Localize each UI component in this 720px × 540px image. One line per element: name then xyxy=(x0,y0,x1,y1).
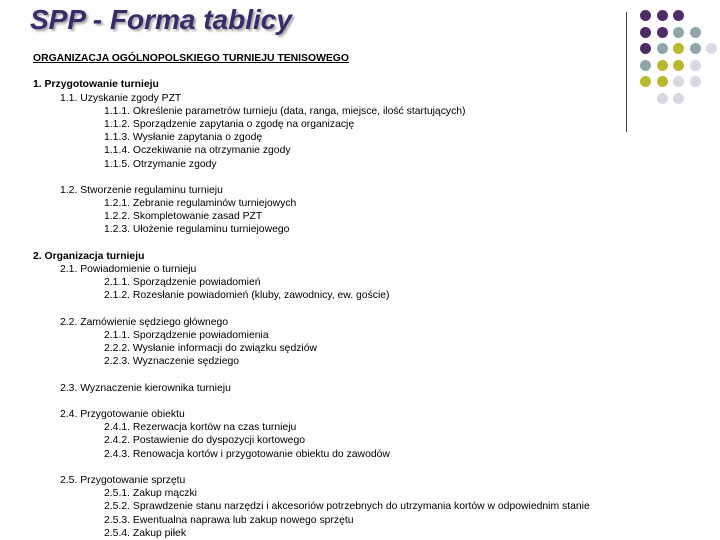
outline-task: 2.2.2. Wysłanie informacji do związku sędziów xyxy=(104,343,318,355)
outline-task: 1.1.1. Określenie parametrów turnieju (data, ranga, miejsce, ilość startujących) xyxy=(104,105,466,117)
decorative-dot xyxy=(673,27,684,38)
outline-task: 1.2.3. Ułożenie regulaminu turniejowego xyxy=(104,224,290,236)
outline-subsection: 2.1. Powiadomienie o turnieju xyxy=(60,264,197,276)
spacer xyxy=(33,395,590,408)
outline-task: 2.1.2. Rozesłanie powiadomień (kluby, zawodnicy, ew. goście) xyxy=(104,290,390,302)
decorative-dot xyxy=(657,10,668,21)
decorative-dot xyxy=(673,76,684,87)
outline-section: 1. Przygotowanie turnieju xyxy=(33,79,159,91)
outline-task: 2.5.4. Zakup piłek xyxy=(104,527,187,539)
decorative-dot xyxy=(673,93,684,104)
spacer xyxy=(33,369,590,382)
decorative-dot xyxy=(640,76,651,87)
decorative-dot xyxy=(706,43,717,54)
decorative-dot xyxy=(690,76,701,87)
divider-line xyxy=(626,12,627,132)
outline-task: 1.1.3. Wysłanie zapytania o zgodę xyxy=(104,132,263,144)
decorative-dot xyxy=(690,43,701,54)
outline-subsection: 2.5. Przygotowanie sprzętu xyxy=(60,475,186,487)
decorative-dot xyxy=(673,60,684,71)
outline-task: 1.1.2. Sporządzenie zapytania o zgodę na organizację xyxy=(104,118,355,130)
decorative-dot xyxy=(657,60,668,71)
decorative-dot xyxy=(657,27,668,38)
decorative-dot xyxy=(640,10,651,21)
outline-task: 2.1.1. Sporządzenie powiadomienia xyxy=(104,329,269,341)
outline-task: 2.1.1. Sporządzenie powiadomień xyxy=(104,277,261,289)
document-heading: ORGANIZACJA OGÓLNOPOLSKIEGO TURNIEJU TENISOWEGO xyxy=(33,53,349,64)
outline-subsection: 2.4. Przygotowanie obiektu xyxy=(60,409,185,421)
decorative-dot xyxy=(690,27,701,38)
outline-task: 2.5.2. Sprawdzenie stanu narzędzi i akcesoriów potrzebnych do utrzymania kortów w odpowiednim stanie xyxy=(104,501,590,513)
spacer xyxy=(33,303,590,316)
outline-subsection: 1.1. Uzyskanie zgody PZT xyxy=(60,92,182,104)
outline-task: 1.1.4. Oczekiwanie na otrzymanie zgody xyxy=(104,145,291,157)
decorative-dot xyxy=(657,93,668,104)
outline-subsection: 2.2. Zamówienie sędziego głównego xyxy=(60,316,229,328)
outline-task: 1.2.1. Zebranie regulaminów turniejowych xyxy=(104,198,297,210)
outline-subsection: 1.2. Stworzenie regulaminu turnieju xyxy=(60,184,223,196)
outline-task: 2.5.3. Ewentualna naprawa lub zakup nowego sprzętu xyxy=(104,514,354,526)
outline-task: 2.5.1. Zakup mączki xyxy=(104,488,197,500)
spacer xyxy=(33,461,590,474)
decorative-dot xyxy=(690,60,701,71)
outline-subsection: 2.3. Wyznaczenie kierownika turnieju xyxy=(60,382,231,394)
spacer xyxy=(33,65,590,78)
outline-task: 1.2.2. Skompletowanie zasad PZT xyxy=(104,211,263,223)
decorative-dot xyxy=(657,43,668,54)
decorative-dot xyxy=(640,60,651,71)
decorative-dot xyxy=(657,76,668,87)
decorative-dot xyxy=(640,43,651,54)
decorative-dot xyxy=(673,10,684,21)
spacer xyxy=(33,171,590,184)
outline-task: 2.4.1. Rezerwacja kortów na czas turnieju xyxy=(104,422,297,434)
outline-task: 2.2.3. Wyznaczenie sędziego xyxy=(104,356,240,368)
outline-task: 2.4.3. Renowacja kortów i przygotowanie obiektu do zawodów xyxy=(104,448,390,460)
document-body xyxy=(33,52,590,540)
outline-task: 1.1.5. Otrzymanie zgody xyxy=(104,158,217,170)
outline-section: 2. Organizacja turnieju xyxy=(33,250,145,262)
spacer xyxy=(33,237,590,250)
decorative-dot xyxy=(673,43,684,54)
slide-title: SPP - Forma tablicy xyxy=(30,4,292,35)
decorative-dot xyxy=(640,27,651,38)
outline-list xyxy=(33,78,590,540)
outline-task: 2.4.2. Postawienie do dyspozycji kortowego xyxy=(104,435,305,447)
